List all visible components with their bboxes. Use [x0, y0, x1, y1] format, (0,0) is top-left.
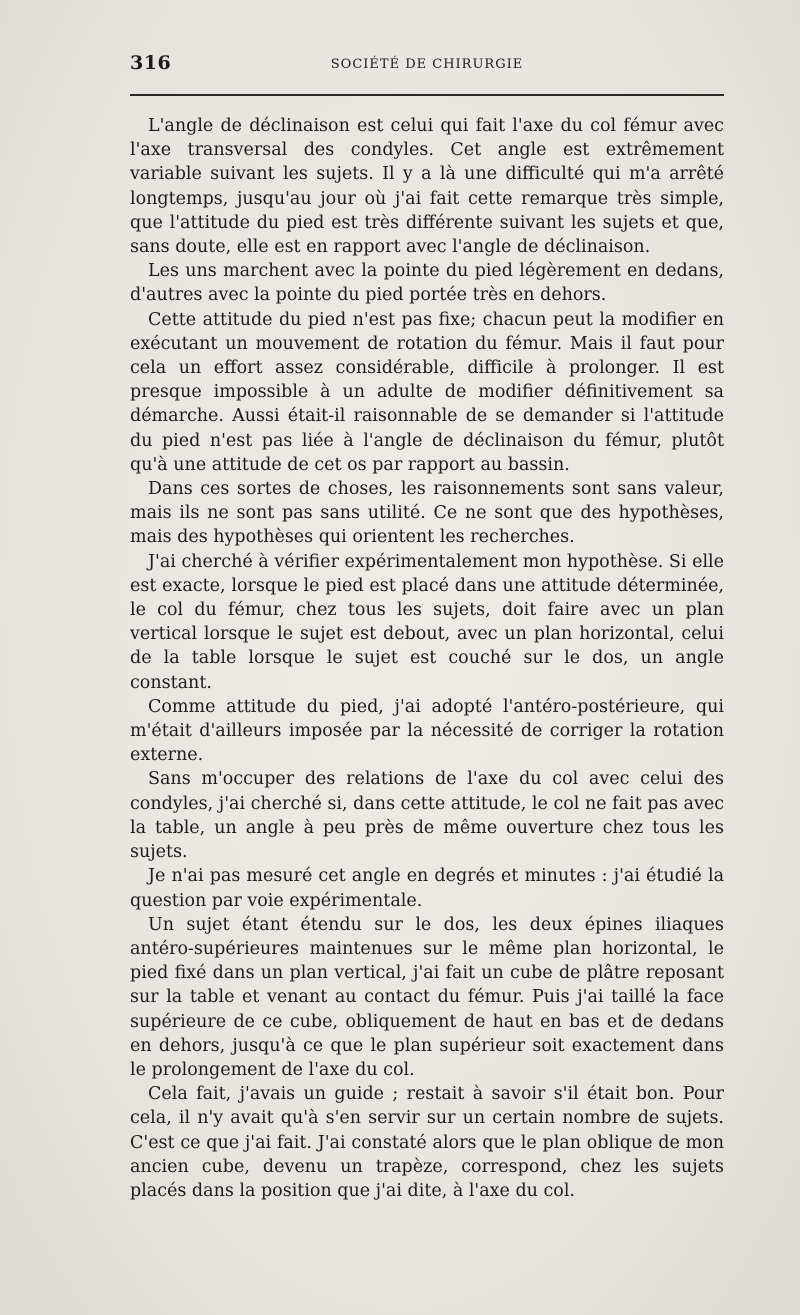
paragraph: Cela fait, j'avais un guide ; restait à savoir s'il était bon. Pour cela, il n'y avait qu'à s'en servir sur un certain nombre de sujets. C'est ce que j'ai fait. J'ai constaté alors que le plan oblique de mon ancien cube, devenu un trapèze, correspond, chez les sujets placés dans la position que j'ai dite, à l'axe du col.: [130, 1084, 724, 1201]
paragraph: Comme attitude du pied, j'ai adopté l'antéro-postérieure, qui m'était d'ailleurs imposée par la nécessité de corriger la rotation externe.: [130, 696, 724, 766]
paragraph: L'angle de déclinaison est celui qui fait l'axe du col fémur avec l'axe transversal des condyles. Cet angle est extrêmement variable suivant les sujets. Il y a là une difficulté qui m'a arrêté longtemps, jusqu'au jour où j'ai fait cette remarque très simple, que l'attitude du pied est très différente suivant les sujets et que, sans doute, elle est en rapport avec l'angle de déclinaison.: [130, 116, 724, 258]
body-text: [130, 114, 724, 1203]
page-number: 316: [130, 52, 172, 74]
running-title: SOCIÉTÉ DE CHIRURGIE: [330, 57, 524, 72]
paragraph: Cette attitude du pied n'est pas fixe; chacun peut la modifier en exécutant un mouvement de rotation du fémur. Mais il faut pour cela un effort assez considérable, difficile à prolonger. Il est presque impossible à un adulte de modifier définitivement sa démarche. Aussi était-il raisonnable de se demander si l'attitude du pied n'est pas liée à l'angle de déclinaison du fémur, plutôt qu'à une attitude de cet os par rapport au bassin.: [130, 309, 724, 475]
paragraph: Un sujet étant étendu sur le dos, les deux épines iliaques antéro-supérieures maintenues sur le même plan horizontal, le pied fixé dans un plan vertical, j'ai fait un cube de plâtre reposant sur la table et venant au contact du fémur. Puis j'ai taillé la face supérieure de ce cube, obliquement de haut en bas et de dedans en dehors, jusqu'à ce que le plan supérieur soit exactement dans le prolongement de l'axe du col.: [130, 914, 724, 1080]
paragraph: J'ai cherché à vérifier expérimentalement mon hypothèse. Si elle est exacte, lorsque le pied est placé dans une attitude déterminée, le col du fémur, chez tous les sujets, doit faire avec un plan vertical lorsque le sujet est debout, avec un plan horizontal, celui de la table lorsque le sujet est couché sur le dos, un angle constant.: [130, 551, 724, 693]
paragraph: Dans ces sortes de choses, les raisonnements sont sans valeur, mais ils ne sont pas sans utilité. Ce ne sont que des hypothèses, mais des hypothèses qui orientent les recherches.: [130, 479, 724, 548]
paragraph: Je n'ai pas mesuré cet angle en degrés et minutes : j'ai étudié la question par voie expérimentale.: [130, 866, 724, 911]
header-rule: [130, 94, 724, 96]
paragraph: Les uns marchent avec la pointe du pied légèrement en dedans, d'autres avec la pointe du pied portée très en dehors.: [130, 261, 724, 306]
page-header: [130, 52, 724, 80]
paragraph: Sans m'occuper des relations de l'axe du col avec celui des condyles, j'ai cherché si, dans cette attitude, le col ne fait pas avec la table, un angle à peu près de même ouverture chez tous les sujets.: [130, 769, 724, 863]
